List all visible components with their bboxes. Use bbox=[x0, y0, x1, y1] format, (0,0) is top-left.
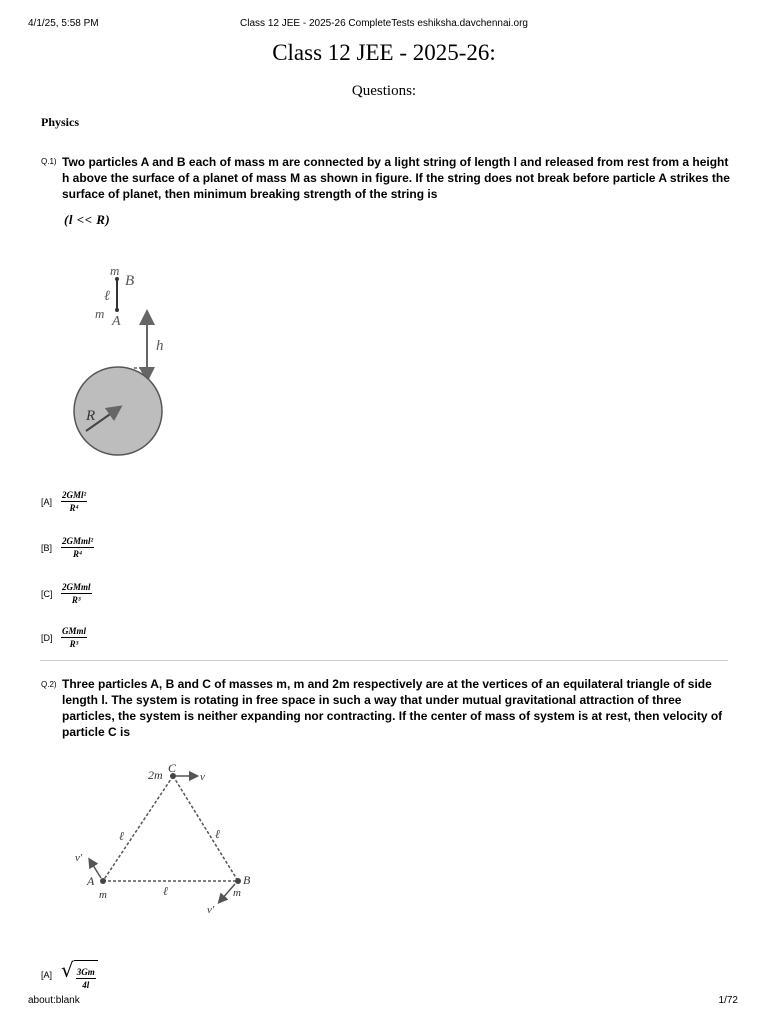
q1-option-c-fraction bbox=[61, 582, 92, 605]
label-m-top: m bbox=[110, 263, 120, 278]
label-ell-bottom: ℓ bbox=[163, 884, 168, 898]
q1-option-c-denominator: R³ bbox=[71, 595, 81, 605]
question-divider bbox=[40, 660, 728, 661]
question-2-figure bbox=[70, 760, 270, 920]
label-v-b: v' bbox=[207, 904, 215, 916]
label-v-c: v bbox=[200, 771, 205, 783]
q1-option-a-fraction bbox=[61, 490, 87, 513]
document-title: Class 12 JEE - 2025-26: bbox=[272, 40, 496, 65]
footer-page-number: 1/72 bbox=[718, 995, 738, 1006]
q2-option-a-denominator: 4l bbox=[82, 980, 90, 990]
q2-option-a-fraction bbox=[76, 967, 96, 990]
q2-option-a-sqrt bbox=[61, 960, 98, 990]
question-1-number: Q.1) bbox=[41, 157, 57, 166]
particle-a-2 bbox=[100, 878, 106, 884]
q2-option-a-numerator: 3Gm bbox=[76, 967, 95, 977]
q1-option-d-denominator: R³ bbox=[69, 639, 79, 649]
label-m-b: m bbox=[233, 887, 241, 899]
label-ell-right: ℓ bbox=[215, 827, 220, 841]
label-a-2: A bbox=[87, 874, 95, 888]
label-ell-left: ℓ bbox=[119, 829, 124, 843]
label-m-a: m bbox=[99, 889, 107, 901]
label-v-a: v' bbox=[75, 852, 83, 864]
label-m-bottom: m bbox=[95, 306, 105, 321]
label-2m: 2m bbox=[148, 768, 163, 782]
q1-option-a-denominator: R⁴ bbox=[69, 503, 79, 513]
question-2-text: Three particles A, B and C of masses m, m and 2m respectively are at the vertices of an equilateral triangle of side length l. The system is rotating in free space in such a way that under mutual gravitational attraction of three particles, the system is neither expanding nor contracting. If the center of mass of system is at rest, then velocity of particle C is bbox=[62, 677, 723, 739]
q2-option-a-label: [A] bbox=[41, 970, 53, 980]
label-c: C bbox=[168, 761, 177, 775]
document-subtitle: Questions: bbox=[351, 83, 417, 99]
q1-option-b-numerator: 2GMml² bbox=[62, 536, 94, 546]
q1-option-a[interactable] bbox=[41, 490, 87, 513]
q1-option-c[interactable] bbox=[41, 582, 92, 605]
q1-option-d-label: [D] bbox=[41, 632, 53, 643]
side-ca bbox=[103, 776, 173, 881]
q1-option-a-label: [A] bbox=[41, 496, 53, 507]
print-datetime: 4/1/25, 5:58 PM bbox=[28, 18, 99, 29]
q1-option-b[interactable] bbox=[41, 536, 94, 559]
q2-option-a[interactable] bbox=[41, 960, 98, 990]
particle-a bbox=[115, 308, 119, 312]
particle-b-2 bbox=[235, 878, 241, 884]
q1-option-b-denominator: R⁴ bbox=[73, 549, 83, 559]
q1-option-c-label: [C] bbox=[41, 588, 53, 599]
section-heading: Physics bbox=[41, 115, 80, 129]
label-a: A bbox=[112, 314, 121, 329]
q1-option-b-label: [B] bbox=[41, 542, 53, 553]
browser-page-title: Class 12 JEE - 2025-26 CompleteTests eshiksha.davchennai.org bbox=[240, 18, 528, 29]
q1-option-a-numerator: 2GMl² bbox=[62, 490, 87, 500]
side-cb bbox=[173, 776, 238, 881]
q1-option-c-numerator: 2GMml bbox=[62, 582, 91, 592]
question-1-condition: (l << R) bbox=[64, 212, 111, 227]
label-h: h bbox=[156, 338, 164, 354]
label-b: B bbox=[125, 273, 135, 289]
q1-option-b-fraction bbox=[61, 536, 94, 559]
q1-option-d-numerator: GMml bbox=[62, 626, 87, 636]
question-1-text: Two particles A and B each of mass m are connected by a light string of length l and released from rest from a height h above the surface of a planet of mass M as shown in figure. If the string does not break before particle A strikes the surface of planet, then minimum breaking strength of the string is bbox=[62, 155, 730, 201]
sqrt-symbol-icon: √ bbox=[61, 958, 74, 982]
question-1-figure bbox=[60, 255, 190, 460]
q1-option-d[interactable] bbox=[41, 626, 87, 649]
label-b-2: B bbox=[243, 873, 251, 887]
label-r: R bbox=[86, 408, 96, 424]
question-2-number: Q.2) bbox=[41, 680, 57, 689]
footer-url: about:blank bbox=[28, 995, 80, 1006]
label-ell: ℓ bbox=[104, 289, 110, 304]
q1-option-d-fraction bbox=[61, 626, 87, 649]
